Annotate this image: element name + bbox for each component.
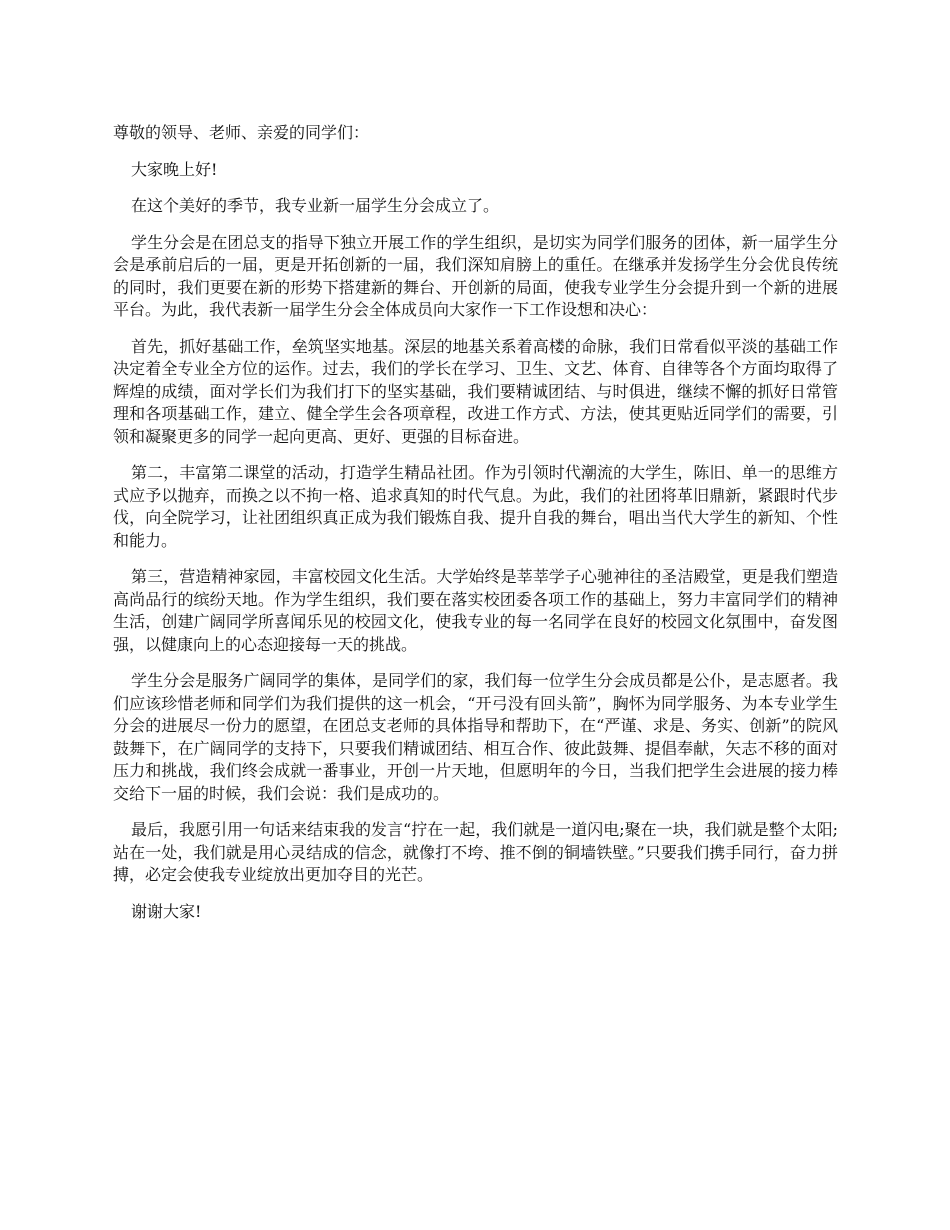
document-page xyxy=(113,122,838,937)
salutation: 尊敬的领导、老师、亲爱的同学们： xyxy=(113,123,370,142)
paragraph-intro: 在这个美好的季节，我专业新一届学生分会成立了。 xyxy=(131,196,500,215)
paragraph-thanks: 谢谢大家! xyxy=(131,901,202,921)
paragraph-third: 第三，营造精神家园，丰富校园文化生活。大学始终是莘莘学子心驰神往的圣洁殿堂，更是我们塑造高尚品行的缤纷天地。作为学生组织，我们要在落实校团委各项工作的基础上，努力丰富同学们的精神生活，创建广阔同学所喜闻乐见的校园文化，使我专业的每一名同学在良好的校园文化氛围中，奋发图强，以健康向上的心态迎接每一天的挑战。 xyxy=(113,567,838,654)
paragraph-closing: 最后，我愿引用一句话来结束我的发言“拧在一起，我们就是一道闪电;聚在一块，我们就是整个太阳;站在一处，我们就是用心灵结成的信念，就像打不垮、推不倒的铜墙铁壁。”只要我们携手同行，奋力拼搏，必定会使我专业绽放出更加夺目的光芒。 xyxy=(113,820,838,884)
paragraph-service: 学生分会是服务广阔同学的集体，是同学们的家，我们每一位学生分会成员都是公仆，是志愿者。我们应该珍惜老师和同学们为我们提供的这一机会，“开弓没有回头箭”，胸怀为同学服务、为本专业学生分会的进展尽一份力的愿望，在团总支老师的具体指导和帮助下，在“严谨、求是、务实、创新”的院风鼓舞下，在广阔同学的支持下，只要我们精诚团结、相互合作、彼此鼓舞、提倡奉献，矢志不移的面对压力和挑战，我们终会成就一番事业，开创一片天地，但愿明年的今日，当我们把学生会进展的接力棒交给下一届的时候，我们会说：我们是成功的。 xyxy=(113,671,838,803)
paragraph-overview: 学生分会是在团总支的指导下独立开展工作的学生组织，是切实为同学们服务的团体，新一届学生分会是承前启后的一届，更是开拓创新的一届，我们深知肩膀上的重任。在继承并发扬学生分会优良传统的同时，我们更要在新的形势下搭建新的舞台、开创新的局面，使我专业学生分会提升到一个新的进展平台。为此，我代表新一届学生分会全体成员向大家作一下工作设想和决心： xyxy=(113,232,838,319)
paragraph-first: 首先，抓好基础工作，垒筑坚实地基。深层的地基关系着高楼的命脉，我们日常看似平淡的基础工作决定着全专业全方位的运作。过去，我们的学长在学习、卫生、文艺、体育、自律等各个方面均取得了辉煌的成绩，面对学长们为我们打下的坚实基础，我们要精诚团结、与时俱进，继续不懈的抓好日常管理和各项基础工作，建立、健全学生会各项章程，改进工作方式、方法，使其更贴近同学们的需要，引领和凝聚更多的同学一起向更高、更好、更强的目标奋进。 xyxy=(113,336,838,446)
paragraph-second: 第二，丰富第二课堂的活动，打造学生精品社团。作为引领时代潮流的大学生，陈旧、单一的思维方式应予以抛弃，而换之以不拘一格、追求真知的时代气息。为此，我们的社团将革旧鼎新，紧跟时代步伐，向全院学习，让社团组织真正成为我们锻炼自我、提升自我的舞台，唱出当代大学生的新知、个性和能力。 xyxy=(113,463,838,550)
paragraph-greeting: 大家晚上好! xyxy=(131,159,218,179)
